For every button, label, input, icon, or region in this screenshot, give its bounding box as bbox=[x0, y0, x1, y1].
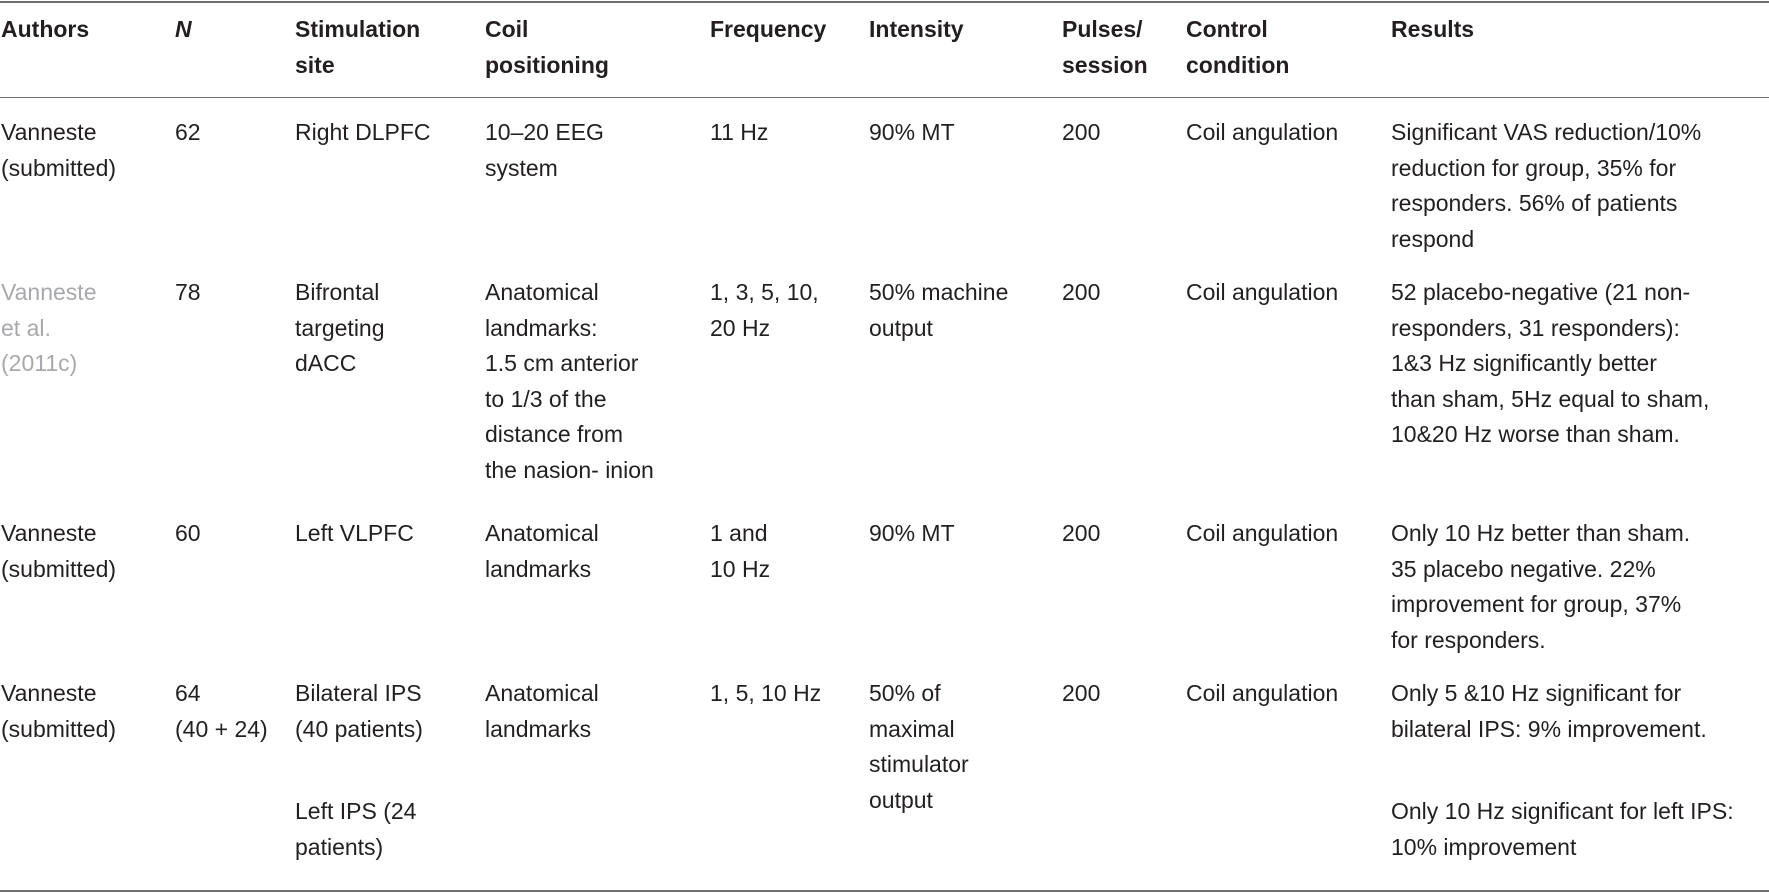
row4-frequency: 1, 5, 10 Hz bbox=[710, 680, 822, 706]
table-bottom-rule bbox=[0, 890, 1769, 892]
row3-n: 60 bbox=[175, 520, 201, 546]
header-control-condition: Control condition bbox=[1186, 16, 1290, 78]
header-stimulation-site: Stimulation site bbox=[295, 16, 421, 78]
row2-frequency: 1, 3, 5, 10, 20 Hz bbox=[710, 279, 819, 341]
row2-n: 78 bbox=[175, 279, 201, 305]
header-n: N bbox=[175, 16, 192, 42]
row4-results-secondary: Only 10 Hz significant for left IPS: 10% improvement bbox=[1391, 798, 1734, 860]
row4-authors: Vanneste (submitted) bbox=[1, 680, 117, 742]
row3-stimulation-site: Left VLPFC bbox=[295, 520, 414, 546]
row2-results: 52 placebo-negative (21 non- responders, 31 responders): 1&3 Hz significantly better than sham, 5Hz equal to sham, 10&20 Hz worse than sham. bbox=[1391, 279, 1710, 447]
row2-authors-reference-link[interactable]: Vanneste et al. (2011c) bbox=[1, 279, 97, 376]
row1-intensity: 90% MT bbox=[869, 119, 955, 145]
row1-coil-positioning: 10–20 EEG system bbox=[485, 119, 604, 181]
row2-stimulation-site: Bifrontal targeting dACC bbox=[295, 279, 385, 376]
row1-control-condition: Coil angulation bbox=[1186, 119, 1339, 145]
row3-control-condition: Coil angulation bbox=[1186, 520, 1339, 546]
row1-frequency: 11 Hz bbox=[710, 119, 769, 145]
table-header-rule bbox=[0, 97, 1769, 98]
row2-intensity: 50% machine output bbox=[869, 279, 1009, 341]
row3-coil-positioning: Anatomical landmarks bbox=[485, 520, 599, 582]
row3-frequency: 1 and 10 Hz bbox=[710, 520, 771, 582]
row1-authors: Vanneste (submitted) bbox=[1, 119, 117, 181]
row3-authors: Vanneste (submitted) bbox=[1, 520, 117, 582]
row3-pulses-session: 200 bbox=[1062, 520, 1101, 546]
row4-stimulation-site: Bilateral IPS (40 patients) bbox=[295, 680, 423, 742]
header-pulses-session: Pulses/ session bbox=[1062, 16, 1148, 78]
row1-stimulation-site: Right DLPFC bbox=[295, 119, 431, 145]
row4-control-condition: Coil angulation bbox=[1186, 680, 1339, 706]
row1-pulses-session: 200 bbox=[1062, 119, 1101, 145]
table-top-rule bbox=[0, 1, 1769, 3]
header-frequency: Frequency bbox=[710, 16, 827, 42]
row3-intensity: 90% MT bbox=[869, 520, 955, 546]
row4-coil-positioning: Anatomical landmarks bbox=[485, 680, 599, 742]
row2-control-condition: Coil angulation bbox=[1186, 279, 1339, 305]
row4-results: Only 5 &10 Hz significant for bilateral IPS: 9% improvement. bbox=[1391, 680, 1707, 742]
row4-stimulation-site-secondary: Left IPS (24 patients) bbox=[295, 798, 417, 860]
header-results: Results bbox=[1391, 16, 1475, 42]
row3-results: Only 10 Hz better than sham. 35 placebo negative. 22% improvement for group, 37% for responders. bbox=[1391, 520, 1691, 653]
row4-intensity: 50% of maximal stimulator output bbox=[869, 680, 969, 813]
row2-pulses-session: 200 bbox=[1062, 279, 1101, 305]
header-intensity: Intensity bbox=[869, 16, 964, 42]
row4-n: 64 (40 + 24) bbox=[175, 680, 268, 742]
row1-results: Significant VAS reduction/10% reduction for group, 35% for responders. 56% of patients respond bbox=[1391, 119, 1702, 252]
header-coil-positioning: Coil positioning bbox=[485, 16, 609, 78]
header-authors: Authors bbox=[1, 16, 90, 42]
row1-n: 62 bbox=[175, 119, 201, 145]
row4-pulses-session: 200 bbox=[1062, 680, 1101, 706]
row2-coil-positioning: Anatomical landmarks: 1.5 cm anterior to 1/3 of the distance from the nasion- inion bbox=[485, 279, 654, 483]
